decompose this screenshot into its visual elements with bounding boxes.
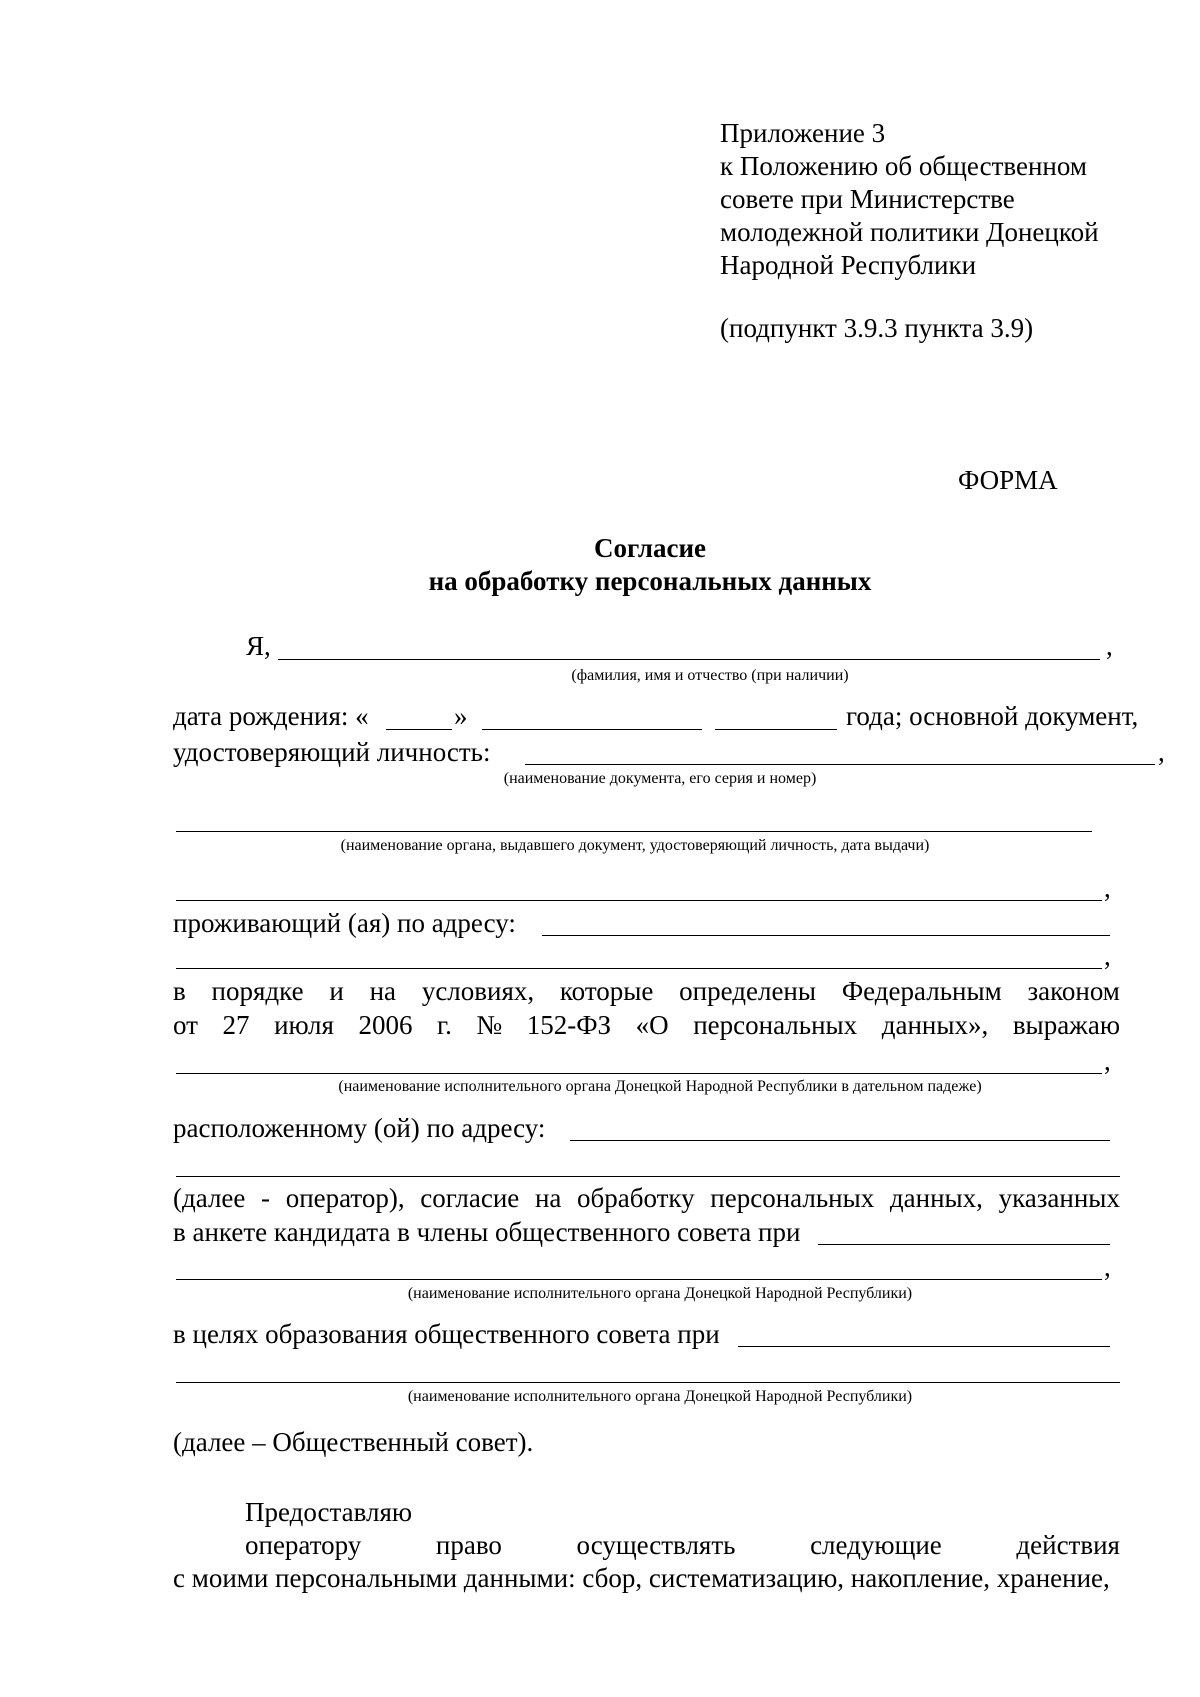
form-label: ФОРМА — [958, 465, 1058, 495]
anketa-line: в анкете кандидата в члены общественного совета при — [173, 1217, 801, 1247]
anketa-field-line[interactable] — [818, 1244, 1110, 1245]
birth-quote-close: » — [454, 701, 468, 731]
address-continuation-line[interactable] — [176, 968, 1102, 969]
word: оператор), — [285, 1183, 405, 1213]
address-field-line[interactable] — [542, 935, 1110, 936]
word: и — [329, 976, 344, 1006]
organ-field-line-1[interactable] — [176, 1279, 1102, 1280]
located-label: расположенному (ой) по адресу: — [173, 1113, 546, 1143]
title-line-1: Согласие — [593, 533, 707, 563]
doc-caption: (наименование документа, его серия и номер) — [503, 770, 817, 787]
operator-line — [173, 1182, 1120, 1214]
law-line-1 — [173, 975, 1120, 1007]
word: июля — [274, 1010, 334, 1040]
birth-date-label: дата рождения: « — [173, 701, 369, 731]
grant-line-3: с моими персональными данными: сбор, систематизацию, накопление, хранение, — [173, 1563, 1110, 1593]
word: законом — [1027, 976, 1120, 1006]
issuer-comma: , — [1104, 873, 1111, 903]
birth-day-field-line[interactable] — [386, 729, 452, 730]
birth-suffix: года; основной документ, — [846, 701, 1139, 731]
council-line: (далее – Общественный совет). — [173, 1427, 534, 1457]
fio-field-line[interactable] — [278, 659, 1100, 660]
grant-line-2 — [245, 1529, 1120, 1561]
grant-line-1: Предоставляю — [245, 1497, 413, 1527]
word: определены — [679, 976, 817, 1006]
word: согласие — [420, 1183, 520, 1213]
issuer-continuation-line[interactable] — [176, 900, 1102, 901]
word: г. — [437, 1010, 452, 1040]
ya-label: Я, — [246, 631, 271, 661]
issuer-caption: (наименование органа, выдавшего документ, удостоверяющий личность, дата выдачи) — [340, 837, 930, 854]
organ-dative-field-line[interactable] — [176, 1073, 1102, 1074]
id-document-field-line[interactable] — [525, 764, 1155, 765]
located-continuation-line[interactable] — [176, 1176, 1120, 1177]
id-document-label: удостоверяющий личность: — [173, 737, 491, 767]
word: условиях, — [421, 976, 535, 1006]
address-label: проживающий (ая) по адресу: — [173, 908, 516, 938]
word: персональных — [710, 1183, 875, 1213]
word: на — [369, 976, 397, 1006]
id-document-comma: , — [1158, 737, 1165, 767]
appendix-line-5: Народной Республики — [720, 250, 977, 280]
appendix-subpoint: (подпункт 3.9.3 пункта 3.9) — [720, 313, 1034, 343]
word: действия — [1016, 1530, 1120, 1560]
word: Федеральным — [841, 976, 1002, 1006]
word: 27 — [222, 1010, 250, 1040]
word: «О — [635, 1010, 669, 1040]
word: данных, — [889, 1183, 983, 1213]
word: следующие — [810, 1530, 942, 1560]
appendix-line-2: к Положению об общественном — [720, 151, 1087, 181]
birth-year-field-line[interactable] — [715, 729, 837, 730]
organ-dative-caption: (наименование исполнительного органа Донецкой Народной Республики в дательном падеже) — [338, 1078, 982, 1095]
word: - — [261, 1183, 271, 1213]
word: выражаю — [1012, 1010, 1120, 1040]
located-field-line[interactable] — [570, 1140, 1110, 1141]
title-line-2: на обработку персональных данных — [428, 566, 872, 596]
issuer-field-line[interactable] — [176, 831, 1092, 832]
purpose-line: в целях образования общественного совета при — [173, 1319, 720, 1349]
word: персональных — [693, 1010, 858, 1040]
fio-caption: (фамилия, имя и отчество (при наличии) — [571, 667, 849, 684]
purpose-field-line[interactable] — [738, 1346, 1110, 1347]
address-comma: , — [1104, 941, 1111, 971]
word: в — [173, 976, 186, 1006]
word: на — [534, 1183, 562, 1213]
word: 152-ФЗ — [526, 1010, 612, 1040]
organ-comma-1: , — [1104, 1252, 1111, 1282]
birth-month-field-line[interactable] — [482, 729, 702, 730]
law-line-2 — [173, 1009, 1120, 1041]
word: осуществлять — [576, 1530, 736, 1560]
organ-field-line-2[interactable] — [176, 1382, 1120, 1383]
organ-caption-2: (наименование исполнительного органа Донецкой Народной Республики) — [407, 1388, 913, 1405]
fio-comma: , — [1106, 631, 1113, 661]
word: оператору — [245, 1530, 362, 1560]
appendix-line-3: совете при Министерстве — [720, 184, 1015, 214]
word: которые — [559, 976, 654, 1006]
word: порядке — [211, 976, 304, 1006]
word: право — [435, 1530, 502, 1560]
organ-caption-1: (наименование исполнительного органа Донецкой Народной Республики) — [407, 1285, 913, 1302]
word: данных», — [881, 1010, 989, 1040]
word: указанных — [998, 1183, 1120, 1213]
organ-dative-comma: , — [1104, 1046, 1111, 1076]
word: 2006 — [358, 1010, 413, 1040]
word: обработку — [577, 1183, 695, 1213]
appendix-line-1: Приложение 3 — [720, 118, 886, 148]
word: (далее — [173, 1183, 246, 1213]
word: от — [173, 1010, 198, 1040]
appendix-line-4: молодежной политики Донецкой — [720, 217, 1099, 247]
word: № — [476, 1010, 503, 1040]
